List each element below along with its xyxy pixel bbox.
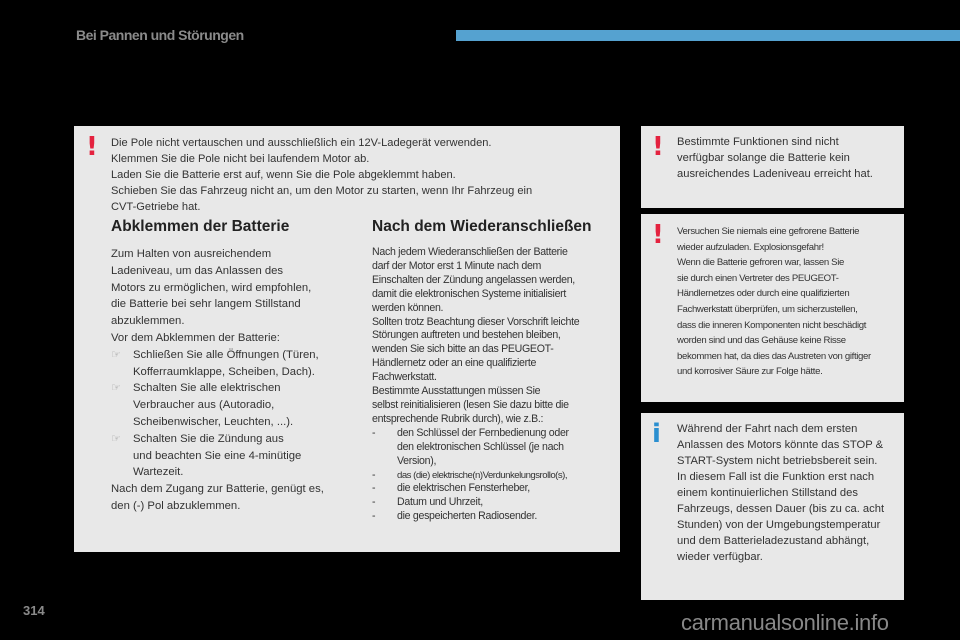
text-line: die Batterie bei sehr langem Stillstand bbox=[111, 298, 301, 311]
text-line: Motors zu ermöglichen, wird empfohlen, bbox=[111, 281, 312, 294]
text-line: Stunden) von der Umgebungstemperatur bbox=[677, 519, 881, 531]
list-item bbox=[372, 496, 620, 510]
info-box-stop-start bbox=[641, 413, 904, 600]
page-number: 314 bbox=[23, 603, 45, 618]
text-line: Fachwerkstatt überprüfen, um sicherzustellen, bbox=[677, 303, 858, 315]
disconnect-body bbox=[111, 246, 356, 515]
warning-exclamation-icon: ! bbox=[652, 132, 664, 162]
text-line: Datum und Uhrzeit, bbox=[397, 496, 483, 509]
text-line: und beachten Sie eine 4-minütige bbox=[133, 449, 302, 462]
text-line: wieder verfügbar. bbox=[677, 551, 763, 563]
text-line: Störungen auftreten und bestehen bleiben, bbox=[372, 329, 561, 342]
warning-box-frozen-battery bbox=[641, 214, 904, 402]
list-item bbox=[372, 510, 620, 524]
text-line: den (-) Pol abzuklemmen. bbox=[111, 499, 241, 512]
text-line: die gespeicherten Radiosender. bbox=[397, 510, 538, 523]
text-line: werden können. bbox=[372, 301, 444, 314]
text-line: wenden Sie sich bitte an das PEUGEOT- bbox=[372, 343, 554, 356]
text-line: Schalten Sie alle elektrischen bbox=[133, 382, 281, 395]
text-line: Bestimmte Ausstattungen müssen Sie bbox=[372, 385, 541, 398]
list-item bbox=[372, 482, 620, 496]
list-item bbox=[372, 427, 620, 469]
warning-box-text bbox=[677, 134, 899, 182]
watermark-link[interactable]: carmanualsonline.info bbox=[681, 610, 889, 635]
text-line: Wartezeit. bbox=[133, 466, 184, 479]
text-line: START-System nicht betriebsbereit sein. bbox=[677, 455, 878, 467]
reconnect-heading: Nach dem Wiederanschließen bbox=[372, 218, 592, 235]
dash-bullet: - bbox=[372, 510, 376, 523]
text-line: Während der Fahrt nach dem ersten bbox=[677, 423, 858, 435]
text-line: das (die) elektrische(n)Verdunkelungsrollo(s), bbox=[397, 469, 568, 481]
text-line: Kofferraumklappe, Scheiben, Dach). bbox=[133, 365, 315, 378]
text-line: und korrosiver Säure zur Folge hätte. bbox=[677, 366, 823, 378]
text-line: Schalten Sie die Zündung aus bbox=[133, 432, 284, 445]
main-panel bbox=[74, 126, 620, 552]
warning-line: Schieben Sie das Fahrzeug nicht an, um den Motor zu starten, wenn Ihr Fahrzeug ein bbox=[111, 185, 533, 197]
text-line: ausreichendes Ladeniveau erreicht hat. bbox=[677, 168, 873, 180]
pointing-hand-icon: ☞ bbox=[111, 431, 121, 445]
text-line: Händlernetzes oder durch eine qualifizierten bbox=[677, 288, 850, 300]
dash-bullet: - bbox=[372, 468, 376, 481]
reconnect-section bbox=[372, 218, 620, 524]
header-accent-bar bbox=[456, 30, 960, 41]
dash-bullet: - bbox=[372, 496, 376, 509]
text-line: Schließen Sie alle Öffnungen (Türen, bbox=[133, 348, 319, 361]
list-item bbox=[111, 347, 356, 381]
text-line: Zum Halten von ausreichendem bbox=[111, 248, 272, 260]
info-icon: i bbox=[652, 419, 661, 449]
warning-line: CVT-Getriebe hat. bbox=[111, 201, 201, 213]
warning-box-text bbox=[677, 224, 899, 380]
pointing-hand-icon: ☞ bbox=[111, 347, 121, 361]
list-item bbox=[111, 380, 356, 430]
text-line: sie durch einen Vertreter des PEUGEOT- bbox=[677, 272, 839, 284]
section-title: Bei Pannen und Störungen bbox=[76, 27, 244, 43]
text-line: dass die inneren Komponenten nicht beschädigt bbox=[677, 319, 867, 331]
text-line: Verbraucher aus (Autoradio, bbox=[133, 399, 275, 412]
text-line: selbst reinitialisieren (lesen Sie dazu bitte die bbox=[372, 398, 569, 411]
text-line: abzuklemmen. bbox=[111, 315, 185, 328]
warning-exclamation-icon: ! bbox=[86, 132, 98, 162]
text-line: Einschalten der Zündung angelassen werden, bbox=[372, 273, 575, 286]
text-line: die elektrischen Fensterheber, bbox=[397, 482, 530, 495]
text-line: damit die elektronischen Systeme initialisiert bbox=[372, 287, 567, 300]
warning-line: Die Pole nicht vertauschen und ausschließlich ein 12V-Ladegerät verwenden. bbox=[111, 137, 492, 149]
text-line: verfügbar solange die Batterie kein bbox=[677, 152, 850, 164]
dash-bullet: - bbox=[372, 426, 376, 439]
text-line: Anlassen des Motors könnte das STOP & bbox=[677, 439, 884, 451]
text-line: Wenn die Batterie gefroren war, lassen Sie bbox=[677, 257, 844, 269]
warning-box-functions bbox=[641, 126, 904, 208]
text-line: Bestimmte Funktionen sind nicht bbox=[677, 136, 839, 148]
text-line: einem kontinuierlichen Stillstand des bbox=[677, 487, 858, 499]
text-line: Vor dem Abklemmen der Batterie: bbox=[111, 331, 280, 344]
text-line: Versuchen Sie niemals eine gefrorene Batterie bbox=[677, 226, 860, 237]
text-line: Scheibenwischer, Leuchten, ...). bbox=[133, 415, 294, 428]
list-item bbox=[111, 431, 356, 481]
warning-line: Klemmen Sie die Pole nicht bei laufendem Motor ab. bbox=[111, 153, 370, 165]
text-line: darf der Motor erst 1 Minute nach dem bbox=[372, 259, 542, 272]
text-line: Händlernetz oder an eine qualifizierte bbox=[372, 357, 537, 370]
text-line: Sollten trotz Beachtung dieser Vorschrift leichte bbox=[372, 315, 580, 328]
pointing-hand-icon: ☞ bbox=[111, 381, 121, 395]
disconnect-heading: Abklemmen der Batterie bbox=[111, 218, 290, 235]
text-line: wieder aufzuladen. Explosionsgefahr! bbox=[677, 241, 824, 253]
reconnect-body bbox=[372, 246, 620, 524]
text-line: entsprechende Rubrik durch), wie z.B.: bbox=[372, 412, 544, 425]
dash-bullet: - bbox=[372, 482, 376, 495]
text-line: Fachwerkstatt. bbox=[372, 371, 437, 384]
disconnect-section bbox=[111, 218, 356, 515]
text-line: Ladeniveau, um das Anlassen des bbox=[111, 264, 284, 277]
info-box-text bbox=[677, 421, 899, 565]
text-line: den elektronischen Schlüssel (je nach bbox=[397, 440, 564, 453]
warning-exclamation-icon: ! bbox=[652, 220, 664, 250]
main-warning-text bbox=[111, 135, 611, 215]
text-line: worden sind und das Gehäuse keine Risse bbox=[677, 335, 846, 347]
text-line: Nach dem Zugang zur Batterie, genügt es, bbox=[111, 483, 324, 496]
warning-line: Laden Sie die Batterie erst auf, wenn Sie die Pole abgeklemmt haben. bbox=[111, 169, 456, 181]
text-line: bekommen hat, da dies das Austreten von giftiger bbox=[677, 350, 871, 362]
text-line: und dem Batterieladezustand abhängt, bbox=[677, 535, 870, 547]
text-line: Fahrzeugs, dessen Dauer (bis zu ca. acht bbox=[677, 503, 885, 515]
text-line: den Schlüssel der Fernbedienung oder bbox=[397, 426, 569, 439]
text-line: Nach jedem Wiederanschließen der Batterie bbox=[372, 246, 568, 258]
text-line: In diesem Fall ist die Funktion erst nach bbox=[677, 471, 875, 483]
list-item bbox=[372, 469, 620, 483]
text-line: Version), bbox=[397, 454, 437, 467]
